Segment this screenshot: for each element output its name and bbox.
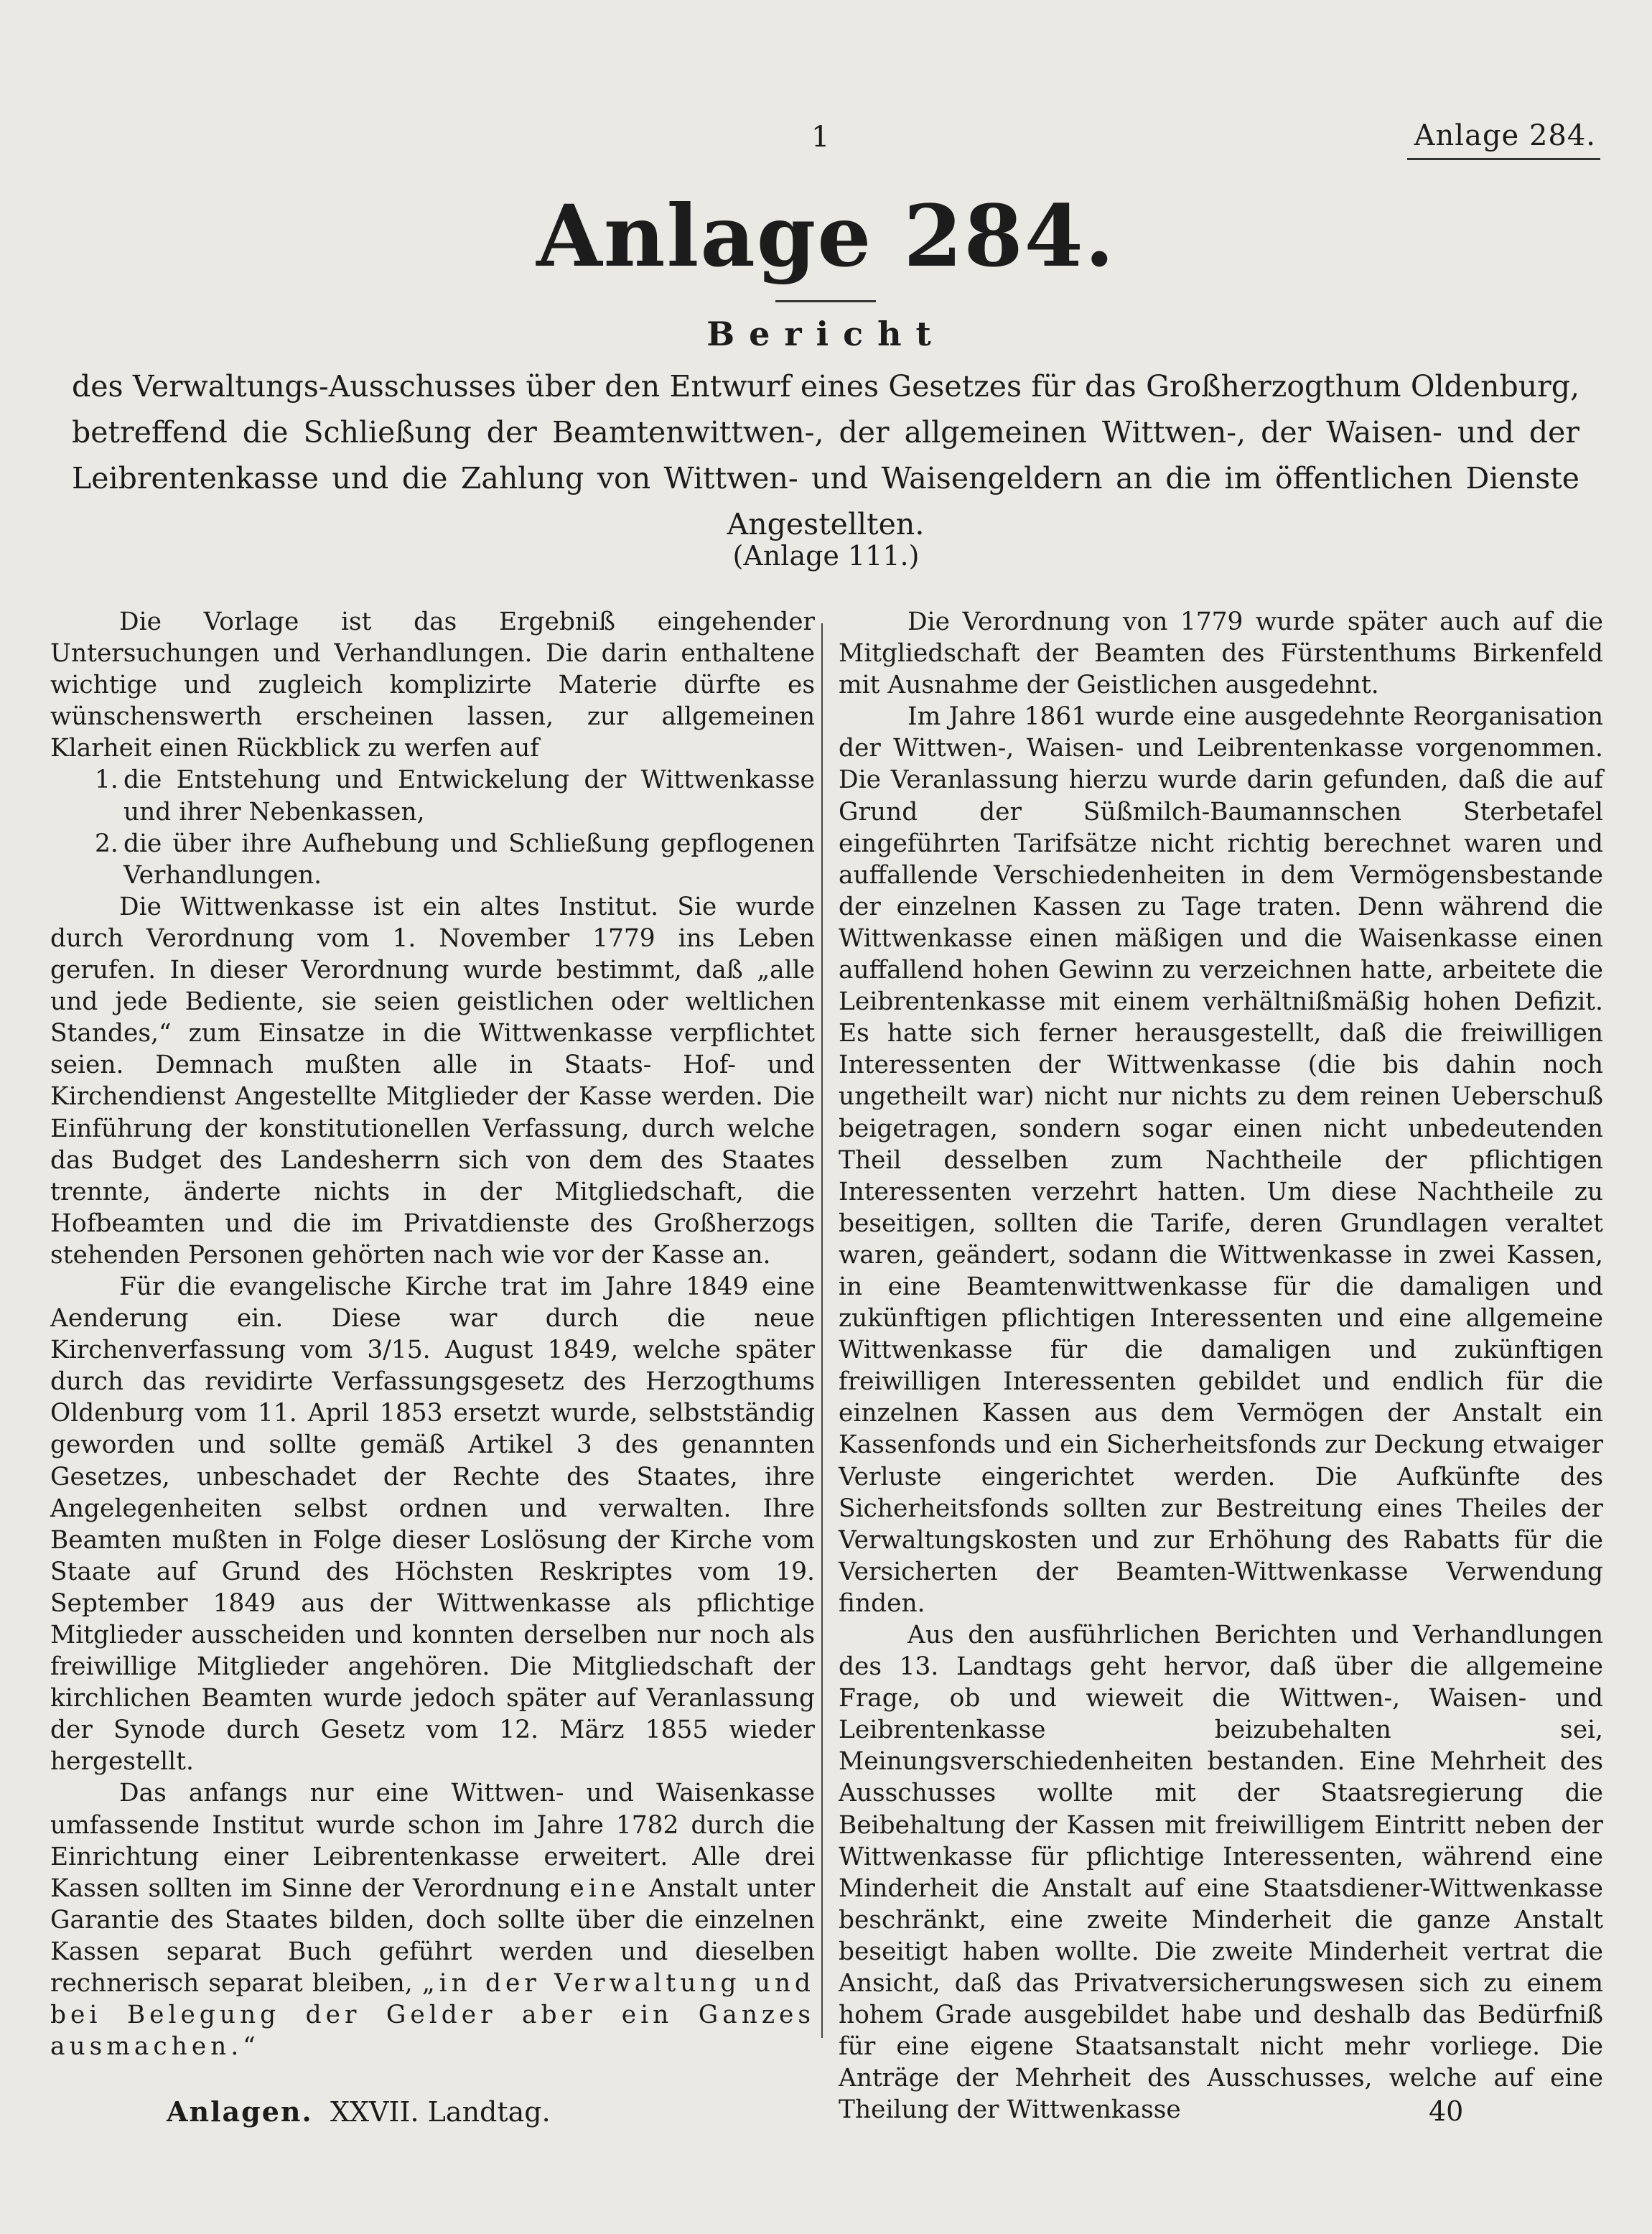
paragraph: Im Jahre 1861 wurde eine ausgedehnte Reorganisation der Wittwen-, Waisen- und Leibrentenkasse vorgenommen. Die Veranlassung hierzu wurde darin gefunden, daß die auf Grund der Süßmilch-Baumannschen Sterbetafel eingeführten Tarifsätze nicht richtig berechnet waren und auffallende Verschiedenheiten in dem Vermögensbestande der einzelnen Kassen zu Tage traten. Denn während die Wittwenkasse einen mäßigen und die Waisenkasse einen auffallend hohen Gewinn zu verzeichnen hatte, arbeitete die Leibrentenkasse mit einem verhältnißmäßig hohen Defizit. Es hatte sich ferner herausgestellt, daß die freiwilligen Interessenten der Wittwenkasse (die bis dahin noch ungetheilt war) nicht nur nichts zu dem reinen Ueberschuß beigetragen, sondern sogar einen nicht unbedeutenden Theil desselben zum Nachtheile der pflichtigen Interessenten verzehrt hatten. Um diese Nachtheile zu beseitigen, sollten die Tarife, deren Grundlagen veraltet waren, geändert, sodann die Wittwenkasse in zwei Kassen, in eine Beamtenwittwenkasse für die damaligen und zukünftigen pflichtigen Interessenten und eine allgemeine Wittwenkasse für die damaligen und zukünftigen freiwilligen Interessenten gebildet und endlich für die einzelnen Kassen aus dem Vermögen der Anstalt ein Kassenfonds und ein Sicherheitsfonds zur Deckung etwaiger Verluste eingerichtet werden. Die Aufkünfte des Sicherheitsfonds sollten zur Bestreitung eines Theiles der Verwaltungskosten und zur Erhöhung des Rabatts für die Versicherten der Beamten-Wittwenkasse Verwendung finden. [839,702,1603,1618]
running-head-rule [1407,158,1600,160]
list-number: 2. [95,829,118,858]
paragraph: Die Wittwenkasse ist ein altes Institut. Sie wurde durch Verordnung vom 1. November 1779 ins Leben gerufen. In dieser Verordnung wurde bestimmt, daß „alle und jede Bediente, sie seien geistlichen oder weltlichen Standes,“ zum Einsatze in die Wittwenkasse verpflichtet seien. Demnach mußten alle in Staats- Hof- und Kirchendienst Angestellte Mitglieder der Kasse werden. Die Einführung der konstitutionellen Verfassung, durch welche das Budget des Landesherrn sich von dem des Staates trennte, änderte nichts in der Mitgliedschaft, die Hofbeamten und die im Privatdienste des Großherzogs stehenden Personen gehörten nach wie vor der Kasse an. [50,892,815,1270]
paragraph-text: Das anfangs nur eine Wittwen- und Waisenkasse umfassende Institut wurde schon im Jahre 1782 durch die Einrichtung einer Leibrentenkasse erweitert. Alle drei Kassen sollten im Sinne der Verordnung [50,1779,815,1903]
footer-page-number: 40 [1429,2095,1464,2127]
paragraph: Aus den ausführlichen Berichten und Verhandlungen des 13. Landtags geht hervor, daß über die allgemeine Frage, ob und wieweit die Wittwen-, Waisen- und Leibrentenkasse beizubehalten sei, Meinungsverschiedenheiten bestanden. Eine Mehrheit des Ausschusses wollte mit der Staatsregierung die Beibehaltung der Kassen mit freiwilligem Eintritt neben der Wittwenkasse für pflichtige Interessenten, während eine Minderheit die Anstalt auf eine Staatsdiener-Wittwenkasse beschränkt, eine zweite Minderheit die ganze Anstalt beseitigt haben wollte. Die zweite Minderheit vertrat die Ansicht, daß das Privatversicherungswesen sich zu einem hohem Grade ausgebildet habe und deshalb das Bedürfniß für eine eigene Staatsanstalt nicht mehr vorliege. Die Anträge der Mehrheit des Ausschusses, welche auf eine Theilung der Wittwenkasse [839,1621,1603,2125]
right-column [839,606,1603,2126]
paragraph: Für die evangelische Kirche trat im Jahre 1849 eine Aenderung ein. Diese war durch die neue Kirchenverfassung vom 3/15. August 1849, welche später durch das revidirte Verfassungsgesetz des Herzogthums Oldenburg vom 11. April 1853 ersetzt wurde, selbstständig geworden und sollte gemäß Artikel 3 des genannten Gesetzes, unbeschadet der Rechte des Staates, ihre Angelegenheiten selbst ordnen und verwalten. Ihre Beamten mußten in Folge dieser Loslösung der Kirche vom Staate auf Grund des Höchsten Reskriptes vom 19. September 1849 aus der Wittwenkasse als pflichtige Mitglieder ausscheiden und konnten derselben nur noch als freiwillige Mitglieder angehören. Die Mitgliedschaft der kirchlichen Beamten wurde jedoch später auf Veranlassung der Synode durch Gesetz vom 12. März 1855 wieder hergestellt. [50,1272,815,1777]
list-item-text: die Entstehung und Entwickelung der Wittwenkasse und ihrer Nebenkassen, [123,765,815,827]
emphasized-text: eine [569,1874,640,1903]
footer-label: Anlagen. [167,2095,313,2128]
list-item [50,764,815,827]
page-number: 1 [811,121,830,154]
intro-paragraph: Die Vorlage ist das Ergebniß eingehender Untersuchungen und Verhandlungen. Die darin enthaltene wichtige und zugleich komplizirte Materie dürfte es wünschenswerth erscheinen lassen, zur allgemeinen Klarheit einen Rückblick zu werfen auf [50,608,815,763]
document-title: Anlage 284. [536,186,1116,286]
title-rule [775,300,876,302]
column-divider [821,623,823,2038]
topic-list [50,764,815,890]
emphasized-quote: „in der Verwaltung und bei Belegung der Gelder aber ein Ganzes ausmachen.“ [50,1969,816,2062]
list-item-text: die über ihre Aufhebung und Schließung gepflogenen Verhandlungen. [123,829,815,890]
list-item [50,828,815,891]
footer-left [167,2095,551,2128]
paragraph-text: Anstalt unter Garantie des Staates bilden, doch sollte über die einzelnen Kassen separat Buch geführt werden und dieselben rechnerisch separat bleiben, [50,1874,815,1998]
paragraph [50,1777,815,2062]
left-column [50,606,815,2062]
running-head: Anlage 284. [1414,119,1596,152]
report-subtitle: des Verwaltungs-Ausschusses über den Entwurf eines Gesetzes für das Großherzogthum Oldenburg, betreffend die Schließung der Beamtenwittwen-, der allgemeinen Wittwen-, der Waisen- und der Leibrentenkasse und die Zahlung von Wittwen- und Waisengeldern an die im öffentlichen Dienste Angestellten. [72,369,1579,541]
list-number: 1. [95,765,118,795]
reference-note: (Anlage 111.) [732,540,920,572]
footer-session: XXVII. Landtag. [330,2096,551,2128]
paragraph: Die Verordnung von 1779 wurde später auch auf die Mitgliedschaft der Beamten des Fürstenthums Birkenfeld mit Ausnahme der Geistlichen ausgedehnt. [839,608,1603,700]
report-heading: Bericht [706,315,946,353]
